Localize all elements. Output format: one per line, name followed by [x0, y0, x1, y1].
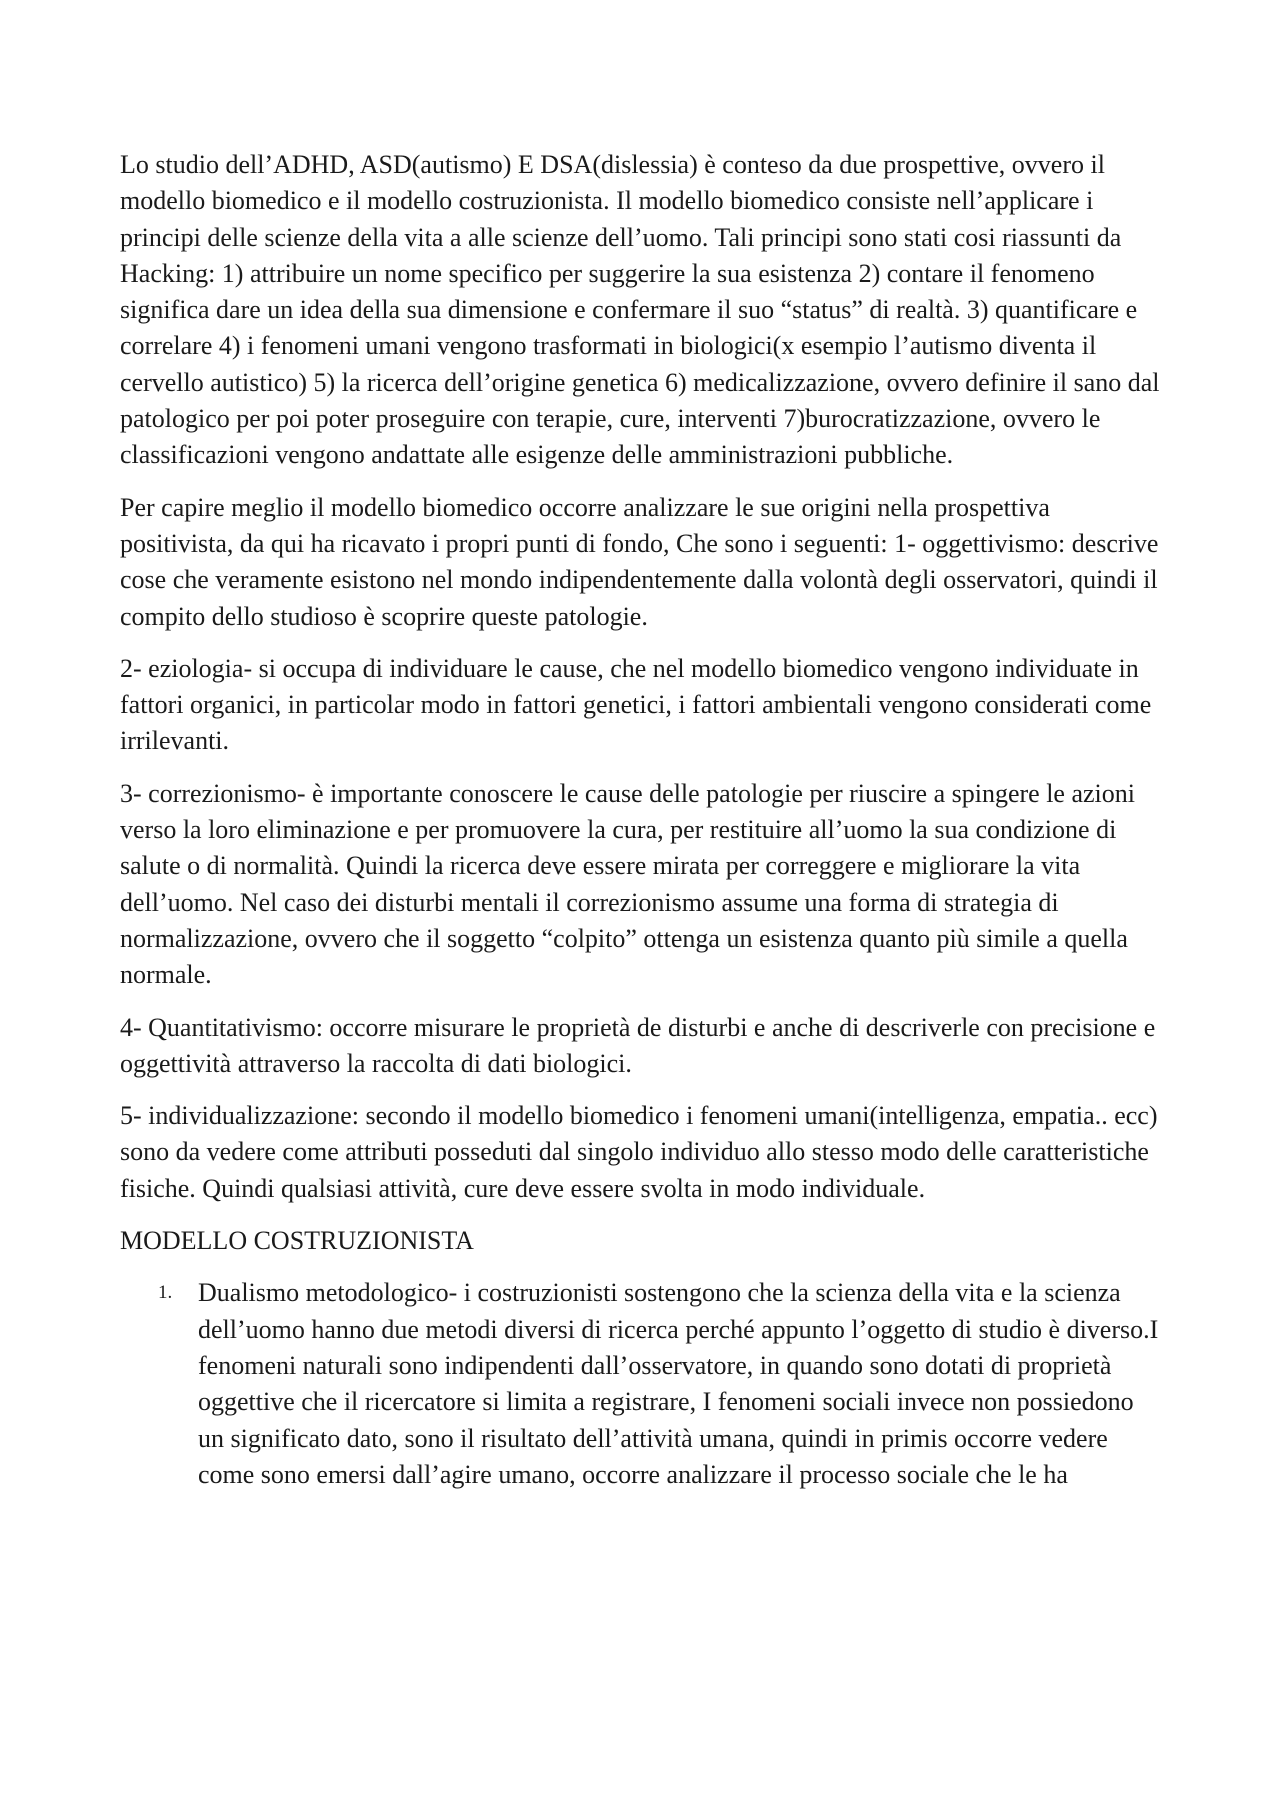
paragraph-individualization: 5- individualizzazione: secondo il modello biomedico i fenomeni umani(intelligenza, empatia.. ecc) sono da vedere come attributi posseduti dal singolo individuo allo stesso modo delle caratteristiche fisiche. Quindi qualsiasi attività, cure deve essere svolta in modo individuale. [120, 1101, 1158, 1203]
numbered-list [120, 1275, 1160, 1493]
paragraph-intro: Lo studio dell’ADHD, ASD(autismo) E DSA(dislessia) è conteso da due prospettive, ovvero il modello biomedico e il modello costruzionista. Il modello biomedico consiste nell’applicare i principi delle scienze della vita a alle scienze dell’uomo. Tali principi sono stati cosi riassunti da Hacking: 1) attribuire un nome specifico per suggerire la sua esistenza 2) contare il fenomeno significa dare un idea della sua dimensione e confermare il suo “status” di realtà. 3) quantificare e correlare 4) i fenomeni umani vengono trasformati in biologici(x esempio l’autismo diventa il cervello autistico) 5) la ricerca dell’origine genetica 6) medicalizzazione, ovvero definire il sano dal patologico per poi poter proseguire con terapie, cure, interventi 7)burocratizzazione, ovvero le classificazioni vengono andattate alle esigenze delle amministrazioni pubbliche. [120, 150, 1160, 470]
list-item-text: Dualismo metodologico- i costruzionisti sostengono che la scienza della vita e la scienza dell’uomo hanno due metodi diversi di ricerca perché appunto l’oggetto di studio è diverso.I fenomeni naturali sono indipendenti dall’osservatore, in quando sono dotati di proprietà oggettive che il ricercatore si limita a registrare, I fenomeni sociali invece non possiedono un significato dato, sono il risultato dell’attività umana, quindi in primis occorre vedere come sono emersi dall’agire umano, occorre analizzare il processo sociale che le ha [198, 1278, 1159, 1489]
paragraph-quantitativism: 4- Quantitativismo: occorre misurare le proprietà de disturbi e anche di descriverle con precisione e oggettività attraverso la raccolta di dati biologici. [120, 1012, 1156, 1078]
list-item-number: 1. [158, 1282, 173, 1304]
paragraph-correctionism: 3- correzionismo- è importante conoscere le cause delle patologie per riuscire a spingere le azioni verso la loro eliminazione e per promuovere la cura, per restituire all’uomo la sua condizione di salute o di normalità. Quindi la ricerca deve essere mirata per correggere e migliorare la vita dell’uomo. Nel caso dei disturbi mentali il correzionismo assume una forma di strategia di normalizzazione, ovvero che il soggetto “colpito” ottenga un esistenza quanto più simile a quella normale. [120, 778, 1136, 990]
list-item [120, 1275, 1160, 1493]
paragraph-positivism: Per capire meglio il modello biomedico occorre analizzare le sue origini nella prospettiva positivista, da qui ha ricavato i propri punti di fondo, Che sono i seguenti: 1- oggettivismo: descrive cose che veramente esistono nel mondo indipendentemente dalla volontà degli osservatori, quindi il compito dello studioso è scoprire queste patologie. [120, 492, 1159, 631]
document-body [120, 147, 1160, 1493]
paragraph-etiology: 2- eziologia- si occupa di individuare le cause, che nel modello biomedico vengono individuate in fattori organici, in particolar modo in fattori genetici, i fattori ambientali vengono considerati come irrilevanti. [120, 653, 1152, 756]
section-heading: MODELLO COSTRUZIONISTA [120, 1226, 474, 1256]
